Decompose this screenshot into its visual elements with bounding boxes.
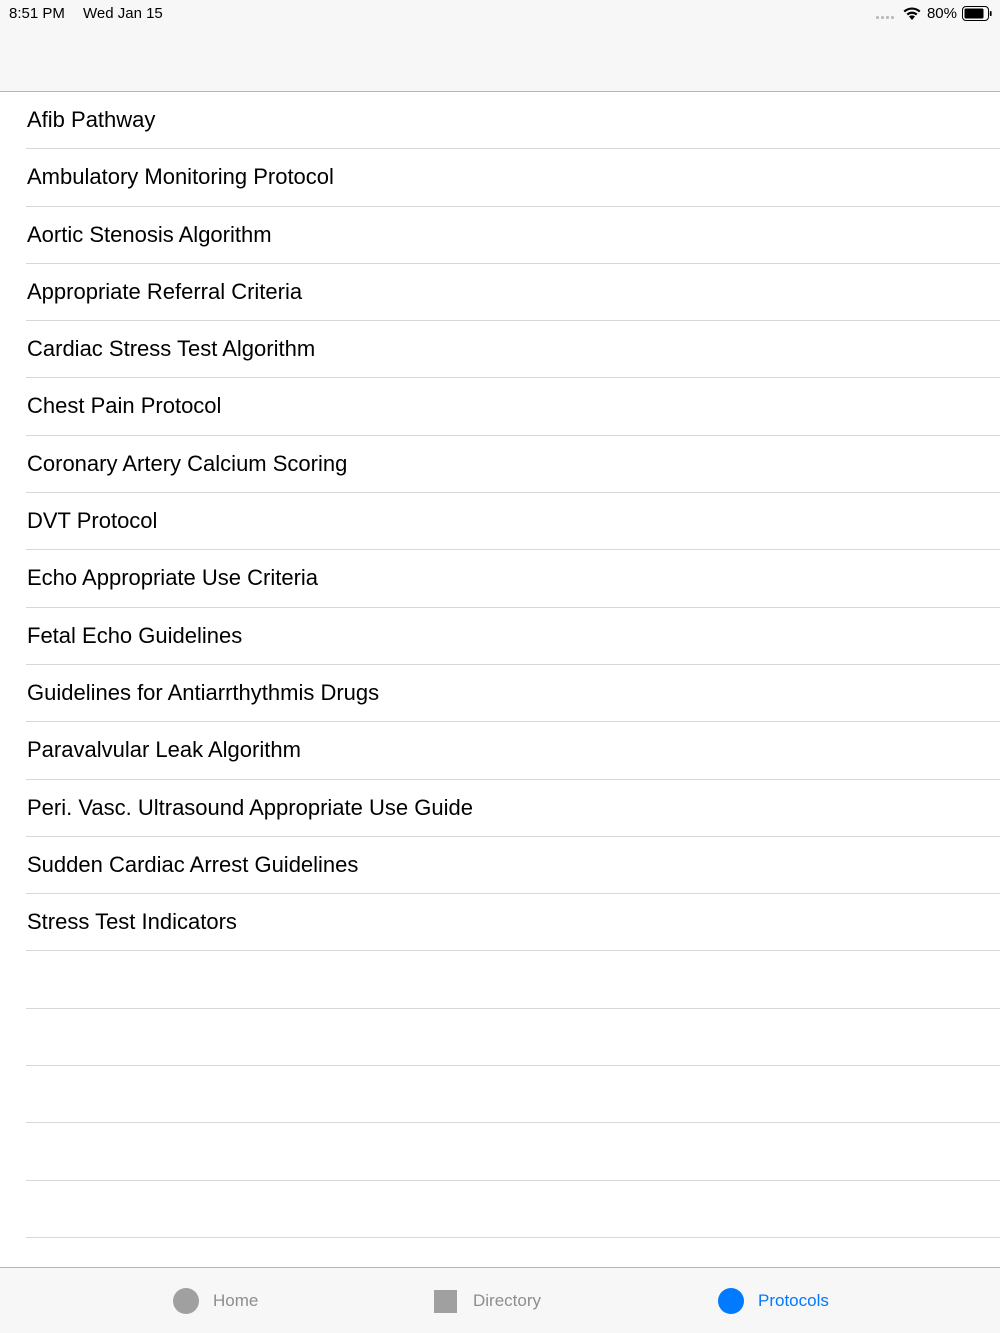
status-date: Wed Jan 15 xyxy=(83,5,163,22)
protocol-row-afib-pathway[interactable] xyxy=(26,92,1000,149)
battery-percentage: 80% xyxy=(926,4,957,22)
protocol-row-antiarrhythmic-drugs[interactable] xyxy=(26,665,1000,722)
protocol-list xyxy=(0,92,1000,1238)
protocol-label: Chest Pain Protocol xyxy=(27,393,222,419)
status-bar xyxy=(0,0,1000,26)
protocol-row-dvt[interactable] xyxy=(26,493,1000,550)
protocol-label: Aortic Stenosis Algorithm xyxy=(27,221,272,247)
protocol-label: DVT Protocol xyxy=(27,508,158,534)
protocol-label: Afib Pathway xyxy=(27,107,156,132)
protocol-label: Peri. Vasc. Ultrasound Appropriate Use Guide xyxy=(27,794,473,820)
signal-icon xyxy=(876,16,894,19)
protocol-row-ambulatory-monitoring[interactable] xyxy=(26,149,1000,206)
protocol-row-chest-pain[interactable] xyxy=(26,378,1000,435)
tab-directory[interactable] xyxy=(434,1288,541,1314)
protocol-label: Stress Test Indicators xyxy=(27,909,237,935)
protocol-row-coronary-artery-calcium[interactable] xyxy=(26,436,1000,493)
protocol-row-echo-appropriate-use[interactable] xyxy=(26,550,1000,607)
protocol-row-stress-test-indicators[interactable] xyxy=(26,894,1000,951)
empty-row xyxy=(26,1123,1000,1180)
status-time: 8:51 PM xyxy=(9,5,65,22)
protocol-row-cardiac-stress-test[interactable] xyxy=(26,321,1000,378)
protocol-row-fetal-echo[interactable] xyxy=(26,608,1000,665)
protocol-label: Guidelines for Antiarrthythmis Drugs xyxy=(27,679,380,705)
tab-home[interactable] xyxy=(173,1288,258,1314)
navigation-bar xyxy=(0,26,1000,92)
protocol-row-appropriate-referral[interactable] xyxy=(26,264,1000,321)
protocol-label: Sudden Cardiac Arrest Guidelines xyxy=(27,851,359,877)
protocol-label: Ambulatory Monitoring Protocol xyxy=(27,164,334,190)
protocols-icon xyxy=(718,1288,744,1314)
tab-directory-label: Directory xyxy=(473,1291,542,1310)
tab-protocols[interactable] xyxy=(718,1288,829,1314)
empty-row xyxy=(26,1009,1000,1066)
tab-bar xyxy=(0,1267,1000,1333)
protocol-row-paravalvular-leak[interactable] xyxy=(26,722,1000,779)
tab-protocols-label: Protocols xyxy=(758,1291,829,1310)
directory-icon xyxy=(434,1290,457,1313)
empty-row xyxy=(26,1066,1000,1123)
protocol-label: Coronary Artery Calcium Scoring xyxy=(27,450,348,476)
protocol-label: Fetal Echo Guidelines xyxy=(27,622,243,648)
protocol-row-aortic-stenosis[interactable] xyxy=(26,207,1000,264)
home-icon xyxy=(173,1288,199,1314)
protocol-label: Echo Appropriate Use Criteria xyxy=(27,565,319,591)
empty-row xyxy=(26,951,1000,1008)
wifi-icon xyxy=(902,5,922,21)
protocol-row-peri-vasc-ultrasound[interactable] xyxy=(26,780,1000,837)
protocol-label: Cardiac Stress Test Algorithm xyxy=(27,336,316,362)
tab-home-label: Home xyxy=(213,1291,259,1310)
empty-row xyxy=(26,1181,1000,1238)
battery-icon xyxy=(962,6,992,21)
protocol-label: Appropriate Referral Criteria xyxy=(27,278,303,304)
protocol-label: Paravalvular Leak Algorithm xyxy=(27,737,301,763)
status-indicators xyxy=(876,4,992,22)
protocol-row-sudden-cardiac-arrest[interactable] xyxy=(26,837,1000,894)
